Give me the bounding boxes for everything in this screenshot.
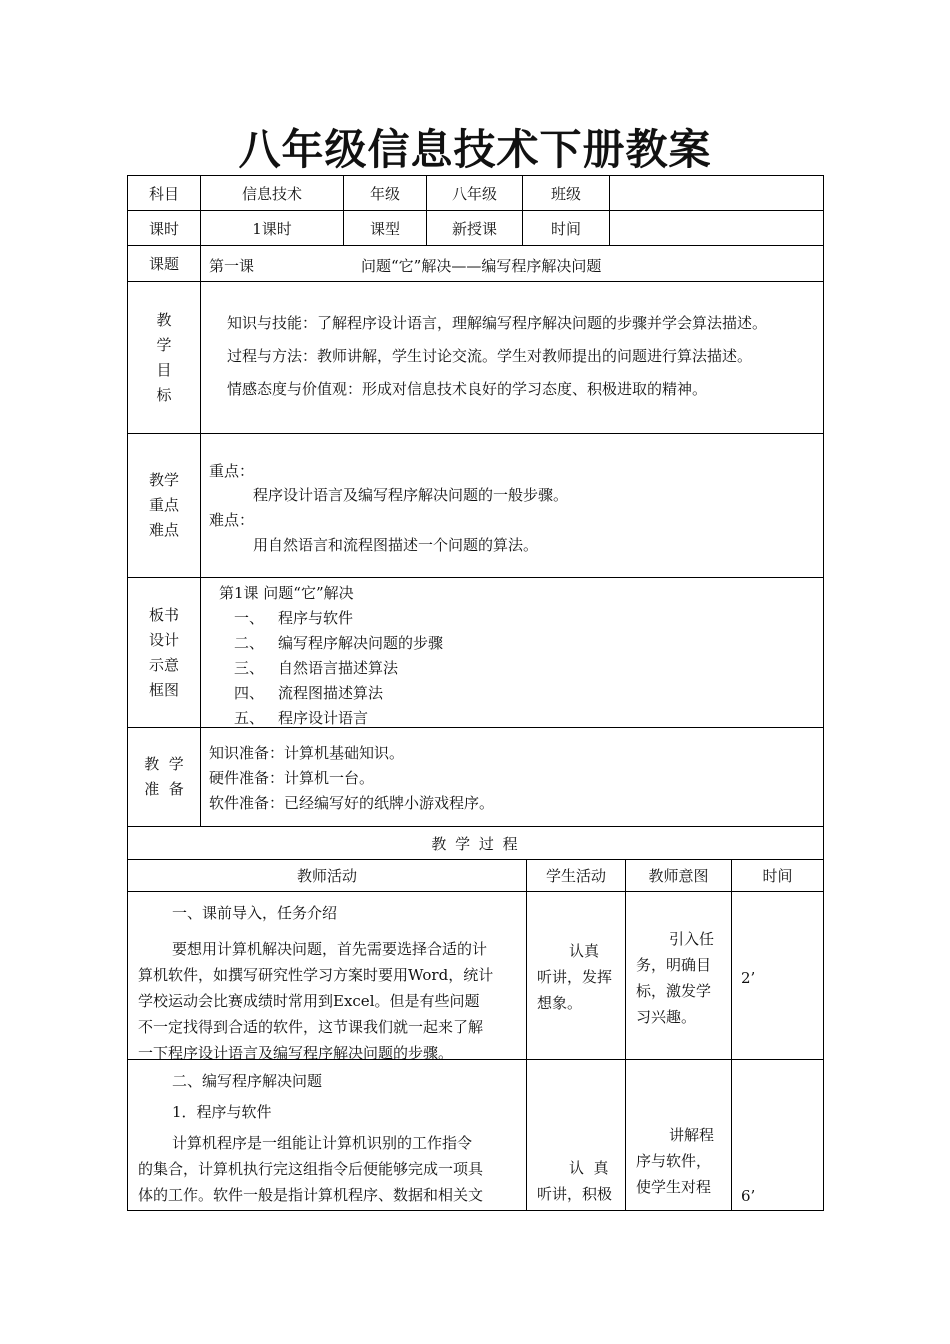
- prep-cell: [200, 727, 824, 827]
- time-value: 2’: [741, 969, 756, 987]
- para-line: 体的工作。软件一般是指计算机程序、数据和相关文: [138, 1186, 484, 1204]
- student-line: 认 真: [569, 1159, 609, 1177]
- time-value: 6’: [741, 1187, 756, 1205]
- board-item-text: 程序与软件: [278, 609, 354, 627]
- goal-knowledge: 知识与技能：了解程序设计语言，理解编写程序解决问题的步骤并学会算法描述。: [227, 314, 768, 332]
- goals-label: 教 学 目 标: [127, 281, 201, 434]
- intent-line: 习兴趣。: [636, 1008, 697, 1026]
- process-row-2-intent: [625, 1059, 732, 1211]
- header-intent: 教师意图: [625, 859, 732, 892]
- board-item-num: 三、: [234, 659, 265, 677]
- board-item-text: 程序设计语言: [278, 709, 369, 727]
- para-line: 算机软件，如撰写研究性学习方案时要用Word，统计: [138, 966, 494, 984]
- type-label: 课型: [343, 210, 427, 246]
- board-item-text: 流程图描述算法: [278, 684, 384, 702]
- process-row-1-intent: [625, 891, 732, 1060]
- header-student: 学生活动: [526, 859, 626, 892]
- intent-line: 讲解程: [669, 1126, 715, 1144]
- process-row-1-student: [526, 891, 626, 1060]
- subject-value: 信息技术: [200, 175, 344, 211]
- prep-knowledge: 知识准备：计算机基础知识。: [209, 744, 405, 762]
- student-line: 想象。: [537, 994, 583, 1012]
- grade-label: 年级: [343, 175, 427, 211]
- process-row-2-student: [526, 1059, 626, 1211]
- intent-line: 使学生对程: [636, 1178, 712, 1196]
- prep-hardware: 硬件准备：计算机一台。: [209, 769, 375, 787]
- lesson-topic: 问题“它”解决——编写程序解决问题: [361, 257, 602, 275]
- subsection-title: 1．程序与软件: [172, 1103, 272, 1121]
- prep-software: 软件准备：已经编写好的纸牌小游戏程序。: [209, 794, 495, 812]
- intent-line: 标，激发学: [636, 982, 712, 1000]
- difficulty-heading: 难点：: [209, 511, 255, 529]
- student-line: 听讲，积极: [537, 1185, 613, 1203]
- board-label: 板书 设计 示意 框图: [127, 577, 201, 728]
- hours-label: 课时: [127, 210, 201, 246]
- board-item-num: 一、: [234, 609, 265, 627]
- goal-attitude: 情感态度与价值观：形成对信息技术良好的学习态度、积极进取的精神。: [227, 380, 708, 398]
- goal-process: 过程与方法：教师讲解，学生讨论交流。学生对教师提出的问题进行算法描述。: [227, 347, 753, 365]
- para-line: 一下程序设计语言及编写程序解决问题的步骤。: [138, 1044, 454, 1062]
- process-row-1-teacher: [127, 891, 527, 1060]
- process-row-2-teacher: [127, 1059, 527, 1211]
- student-line: 认真: [569, 942, 600, 960]
- key-heading: 重点：: [209, 462, 255, 480]
- process-heading: 教 学 过 程: [127, 826, 824, 860]
- keypoints-cell: [200, 433, 824, 578]
- board-item-text: 自然语言描述算法: [278, 659, 399, 677]
- para-line: 计算机程序是一组能让计算机识别的工作指令: [172, 1134, 473, 1152]
- subject-label: 科目: [127, 175, 201, 211]
- para-line: 的集合，计算机执行完这组指令后便能够完成一项具: [138, 1160, 484, 1178]
- process-row-1-time: [731, 891, 824, 1060]
- section-title: 二、编写程序解决问题: [172, 1072, 323, 1090]
- board-heading: 第1课 问题“它”解决: [219, 584, 354, 602]
- topic-cell: [200, 245, 824, 282]
- key-text: 程序设计语言及编写程序解决问题的一般步骤。: [253, 486, 569, 504]
- para-line: 不一定找得到合适的软件，这节课我们就一起来了解: [138, 1018, 484, 1036]
- hours-value: 1课时: [200, 210, 344, 246]
- time-label: 时间: [522, 210, 610, 246]
- difficulty-text: 用自然语言和流程图描述一个问题的算法。: [253, 536, 539, 554]
- section-title: 一、课前导入，任务介绍: [172, 904, 338, 922]
- time-value: [609, 210, 824, 246]
- class-label: 班级: [522, 175, 610, 211]
- lesson-number: 第一课: [209, 257, 255, 275]
- board-cell: [200, 577, 824, 728]
- topic-label: 课题: [127, 245, 201, 282]
- class-value: [609, 175, 824, 211]
- document-title: 八年级信息技术下册教案: [238, 125, 712, 174]
- keypoints-label: 教学 重点 难点: [127, 433, 201, 578]
- intent-line: 序与软件，: [636, 1152, 712, 1170]
- process-row-2-time: [731, 1059, 824, 1211]
- board-item-text: 编写程序解决问题的步骤: [278, 634, 444, 652]
- header-time: 时间: [731, 859, 824, 892]
- para-line: 学校运动会比赛成绩时常用到Excel。但是有些问题: [138, 992, 480, 1010]
- goals-cell: [200, 281, 824, 434]
- board-item-num: 四、: [234, 684, 265, 702]
- para-line: 要想用计算机解决问题，首先需要选择合适的计: [172, 940, 488, 958]
- student-line: 听讲，发挥: [537, 968, 613, 986]
- type-value: 新授课: [426, 210, 523, 246]
- board-item-num: 二、: [234, 634, 265, 652]
- header-teacher: 教师活动: [127, 859, 527, 892]
- prep-label: 教 学 准 备: [127, 727, 201, 827]
- intent-line: 引入任: [669, 930, 715, 948]
- board-item-num: 五、: [234, 709, 265, 727]
- grade-value: 八年级: [426, 175, 523, 211]
- intent-line: 务，明确目: [636, 956, 712, 974]
